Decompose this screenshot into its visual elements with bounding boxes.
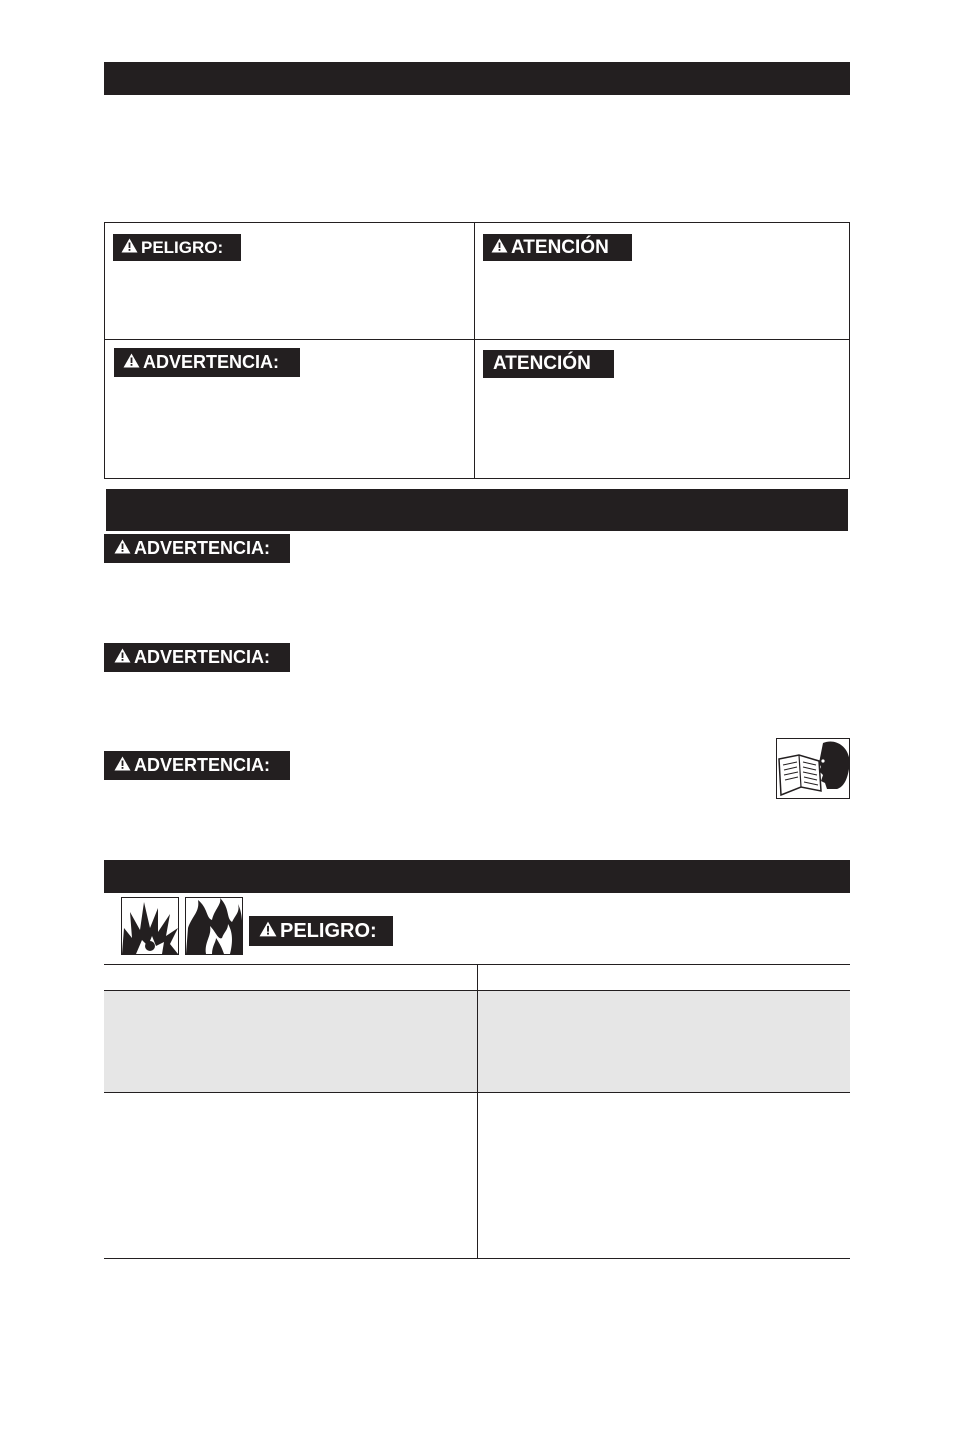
caution-alert-label xyxy=(483,234,632,261)
danger-label xyxy=(113,234,241,261)
section-header-bar-2 xyxy=(106,489,848,531)
warning-label-2 xyxy=(104,534,290,563)
warning-label-text: ADVERTENCIA: xyxy=(143,352,280,372)
warning-triangle-icon xyxy=(123,352,140,373)
signal-word-table-divider-h xyxy=(104,339,850,340)
warning-label-4 xyxy=(104,751,290,780)
fire-icon xyxy=(185,897,243,955)
read-manual-icon xyxy=(776,738,850,799)
warning-triangle-icon xyxy=(114,538,131,559)
hazard-table-divider-v xyxy=(477,964,478,1259)
warning-triangle-icon xyxy=(259,920,277,943)
warning-label-3 xyxy=(104,643,290,672)
section-header-bar-3 xyxy=(104,860,850,893)
warning-label-4-text: ADVERTENCIA: xyxy=(134,755,271,775)
warning-label-3-text: ADVERTENCIA: xyxy=(134,647,271,667)
caution-label-text: ATENCIÓN xyxy=(493,353,591,374)
caution-label xyxy=(483,350,614,378)
warning-triangle-icon xyxy=(491,237,508,259)
caution-alert-label-text: ATENCIÓN xyxy=(511,236,609,258)
explosion-icon xyxy=(121,897,179,955)
danger-label-2 xyxy=(249,916,393,946)
warning-triangle-icon xyxy=(121,238,138,258)
danger-label-text: PELIGRO: xyxy=(141,237,224,257)
warning-label xyxy=(114,348,300,377)
warning-label-2-text: ADVERTENCIA: xyxy=(134,538,271,558)
section-header-bar-1 xyxy=(104,62,850,95)
signal-word-table-divider-v xyxy=(474,222,475,479)
warning-triangle-icon xyxy=(114,647,131,668)
warning-triangle-icon xyxy=(114,755,131,776)
danger-label-2-text: PELIGRO: xyxy=(280,919,377,942)
